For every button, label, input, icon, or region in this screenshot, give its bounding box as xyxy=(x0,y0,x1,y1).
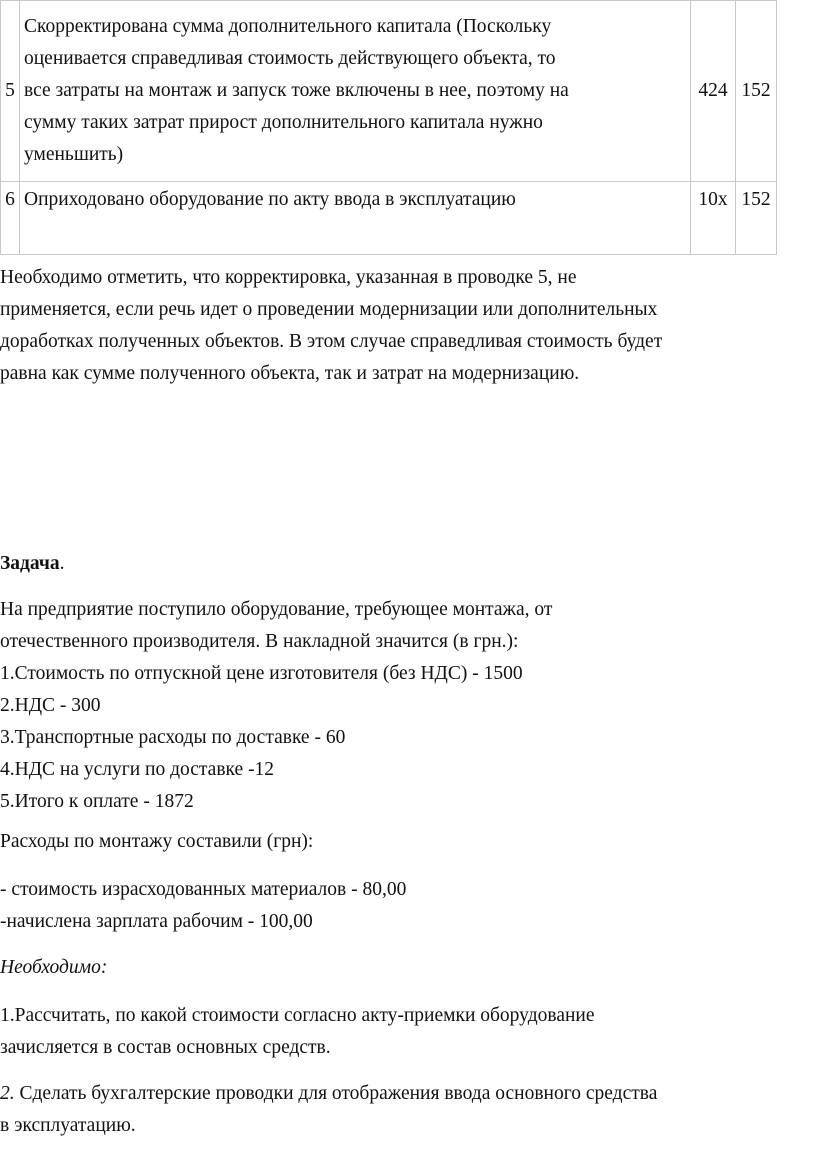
task-step-line: зачисляется в состав основных средств. xyxy=(0,1037,331,1058)
task-step-1 xyxy=(0,1000,800,1064)
note-line: равна как сумме полученного объекта, так и затрат на модернизацию. xyxy=(0,363,580,384)
task-step-2-text: Сделать бухгалтерские проводки для отображения ввода основного средства xyxy=(14,1083,658,1104)
entry-number: 5 xyxy=(1,0,20,181)
entry-number: 6 xyxy=(1,181,20,254)
invoice-item: 3.Транспортные расходы по доставке - 60 xyxy=(0,727,346,748)
task-step-line: в эксплуатацию. xyxy=(0,1115,136,1136)
entry-debit: 424 xyxy=(691,0,736,181)
table-row xyxy=(1,181,777,254)
task-intro-line: отечественного производителя. В накладной значится (в грн.): xyxy=(0,631,519,652)
task-step-2 xyxy=(0,1078,800,1142)
note-line: доработках полученных объектов. В этом случае справедливая стоимость будет xyxy=(0,331,663,352)
entry-debit: 10х xyxy=(691,181,736,254)
assembly-cost-item: - стоимость израсходованных материалов - 80,00 xyxy=(0,879,407,900)
entry-description-line: оценивается справедливая стоимость действующего объекта, то xyxy=(24,48,556,69)
task-step-2-number: 2. xyxy=(0,1083,15,1104)
task-title-suffix: . xyxy=(59,553,65,574)
assembly-costs-list xyxy=(0,874,800,938)
entry-description-line: Скорректирована сумма дополнительного капитала (Поскольку xyxy=(24,16,552,37)
table-row xyxy=(1,0,777,181)
task-heading xyxy=(0,548,800,580)
note-line: применяется, если речь идет о проведении модернизации или дополнительных xyxy=(0,299,658,320)
accounting-entries-table xyxy=(0,0,777,255)
task-intro-line: На предприятие поступило оборудование, требующее монтажа, от xyxy=(0,599,553,620)
invoice-item: 1.Стоимость по отпускной цене изготовителя (без НДС) - 1500 xyxy=(0,663,523,684)
entry-credit: 152 xyxy=(736,0,777,181)
entry-credit: 152 xyxy=(736,181,777,254)
task-intro-paragraph xyxy=(0,594,800,818)
note-line: Необходимо отметить, что корректировка, указанная в проводке 5, не xyxy=(0,267,577,288)
entry-description xyxy=(20,0,691,181)
invoice-item: 4.НДС на услуги по доставке -12 xyxy=(0,759,275,780)
required-label: Необходимо: xyxy=(0,957,108,978)
invoice-item: 5.Итого к оплате - 1872 xyxy=(0,791,194,812)
entry-description-line: все затраты на монтаж и запуск тоже включены в нее, поэтому на xyxy=(24,80,569,101)
task-step-line xyxy=(0,1078,800,1110)
invoice-item: 2.НДС - 300 xyxy=(0,695,101,716)
entry-description-line: сумму таких затрат прирост дополнительного капитала нужно xyxy=(24,112,543,133)
task-step-line: 1.Рассчитать, по какой стоимости согласно акту-приемки оборудование xyxy=(0,1005,595,1026)
assembly-cost-item: -начислена зарплата рабочим - 100,00 xyxy=(0,911,313,932)
entry-description: Оприходовано оборудование по акту ввода в эксплуатацию xyxy=(20,181,691,254)
note-paragraph xyxy=(0,262,800,390)
assembly-costs-heading: Расходы по монтажу составили (грн): xyxy=(0,831,314,852)
task-title: Задача xyxy=(0,553,60,574)
entry-description-line: уменьшить) xyxy=(24,144,124,165)
